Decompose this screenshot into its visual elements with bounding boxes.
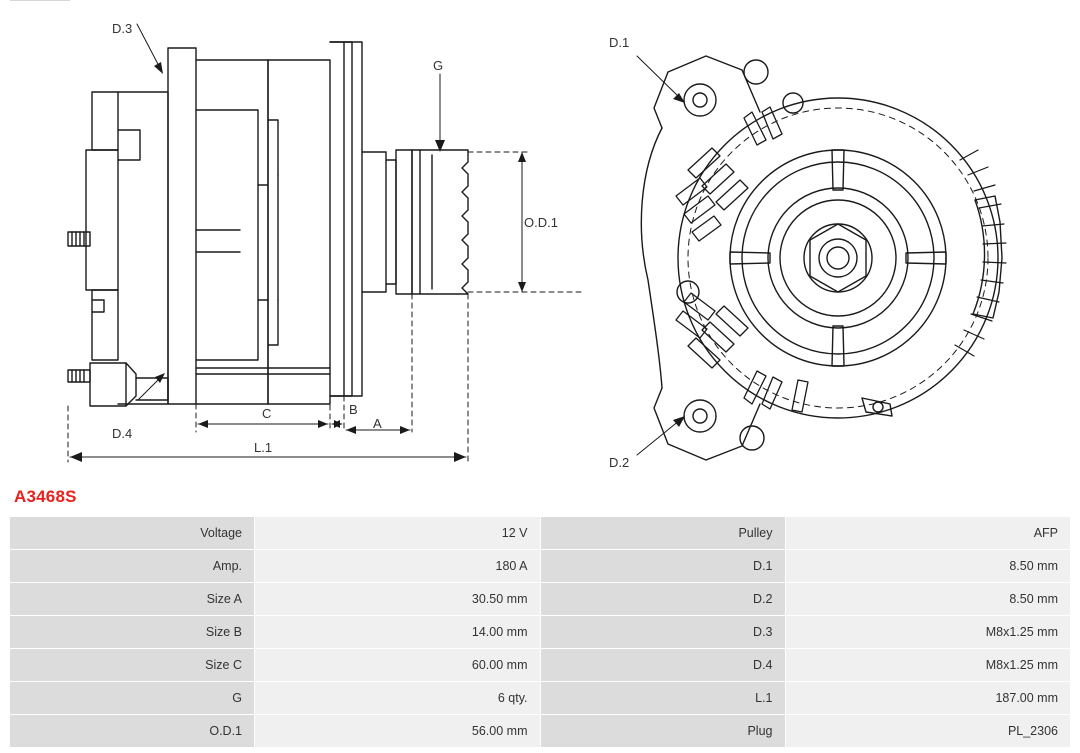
spec-value: AFP — [785, 517, 1071, 550]
spec-label: D.2 — [540, 583, 785, 616]
table-row — [10, 583, 1071, 616]
spec-label: G — [10, 682, 255, 715]
spec-value: 60.00 mm — [255, 649, 541, 682]
callout-b-label: B — [349, 402, 358, 417]
spec-value: 8.50 mm — [785, 550, 1071, 583]
callout-d2-label: D.2 — [609, 455, 630, 470]
spec-label: D.3 — [540, 616, 785, 649]
callout-l1-label: L.1 — [254, 440, 273, 455]
table-row — [10, 616, 1071, 649]
callout-d1-label: D.1 — [609, 35, 630, 50]
spec-label: Amp. — [10, 550, 255, 583]
callout-d4-label: D.4 — [112, 426, 133, 441]
spec-value: 14.00 mm — [255, 616, 541, 649]
spec-value: M8x1.25 mm — [785, 616, 1071, 649]
spec-value: 180 A — [255, 550, 541, 583]
spec-label: Voltage — [10, 517, 255, 550]
callout-od1-label: O.D.1 — [524, 215, 558, 230]
spec-value: 6 qty. — [255, 682, 541, 715]
spec-value: 12 V — [255, 517, 541, 550]
table-row — [10, 715, 1071, 748]
spec-label: D.1 — [540, 550, 785, 583]
table-row — [10, 550, 1071, 583]
table-row — [10, 649, 1071, 682]
spec-label: Size C — [10, 649, 255, 682]
spec-label: L.1 — [540, 682, 785, 715]
spec-label: Size B — [10, 616, 255, 649]
callout-a-label: A — [373, 416, 382, 431]
spec-value: 187.00 mm — [785, 682, 1071, 715]
spec-value: M8x1.25 mm — [785, 649, 1071, 682]
spec-label: O.D.1 — [10, 715, 255, 748]
callout-d3-label: D.3 — [112, 21, 133, 36]
specifications-table — [9, 516, 1071, 748]
callout-c-label: C — [262, 406, 272, 421]
spec-label: Size A — [10, 583, 255, 616]
spec-value: PL_2306 — [785, 715, 1071, 748]
spec-table-body — [10, 517, 1071, 748]
spec-value: 8.50 mm — [785, 583, 1071, 616]
table-row — [10, 517, 1071, 550]
table-row — [10, 682, 1071, 715]
spec-label: D.4 — [540, 649, 785, 682]
part-number: A3468S — [14, 487, 77, 506]
spec-label: Plug — [540, 715, 785, 748]
callout-g-label: G — [433, 58, 444, 73]
spec-value: 30.50 mm — [255, 583, 541, 616]
spec-label: Pulley — [540, 517, 785, 550]
spec-value: 56.00 mm — [255, 715, 541, 748]
